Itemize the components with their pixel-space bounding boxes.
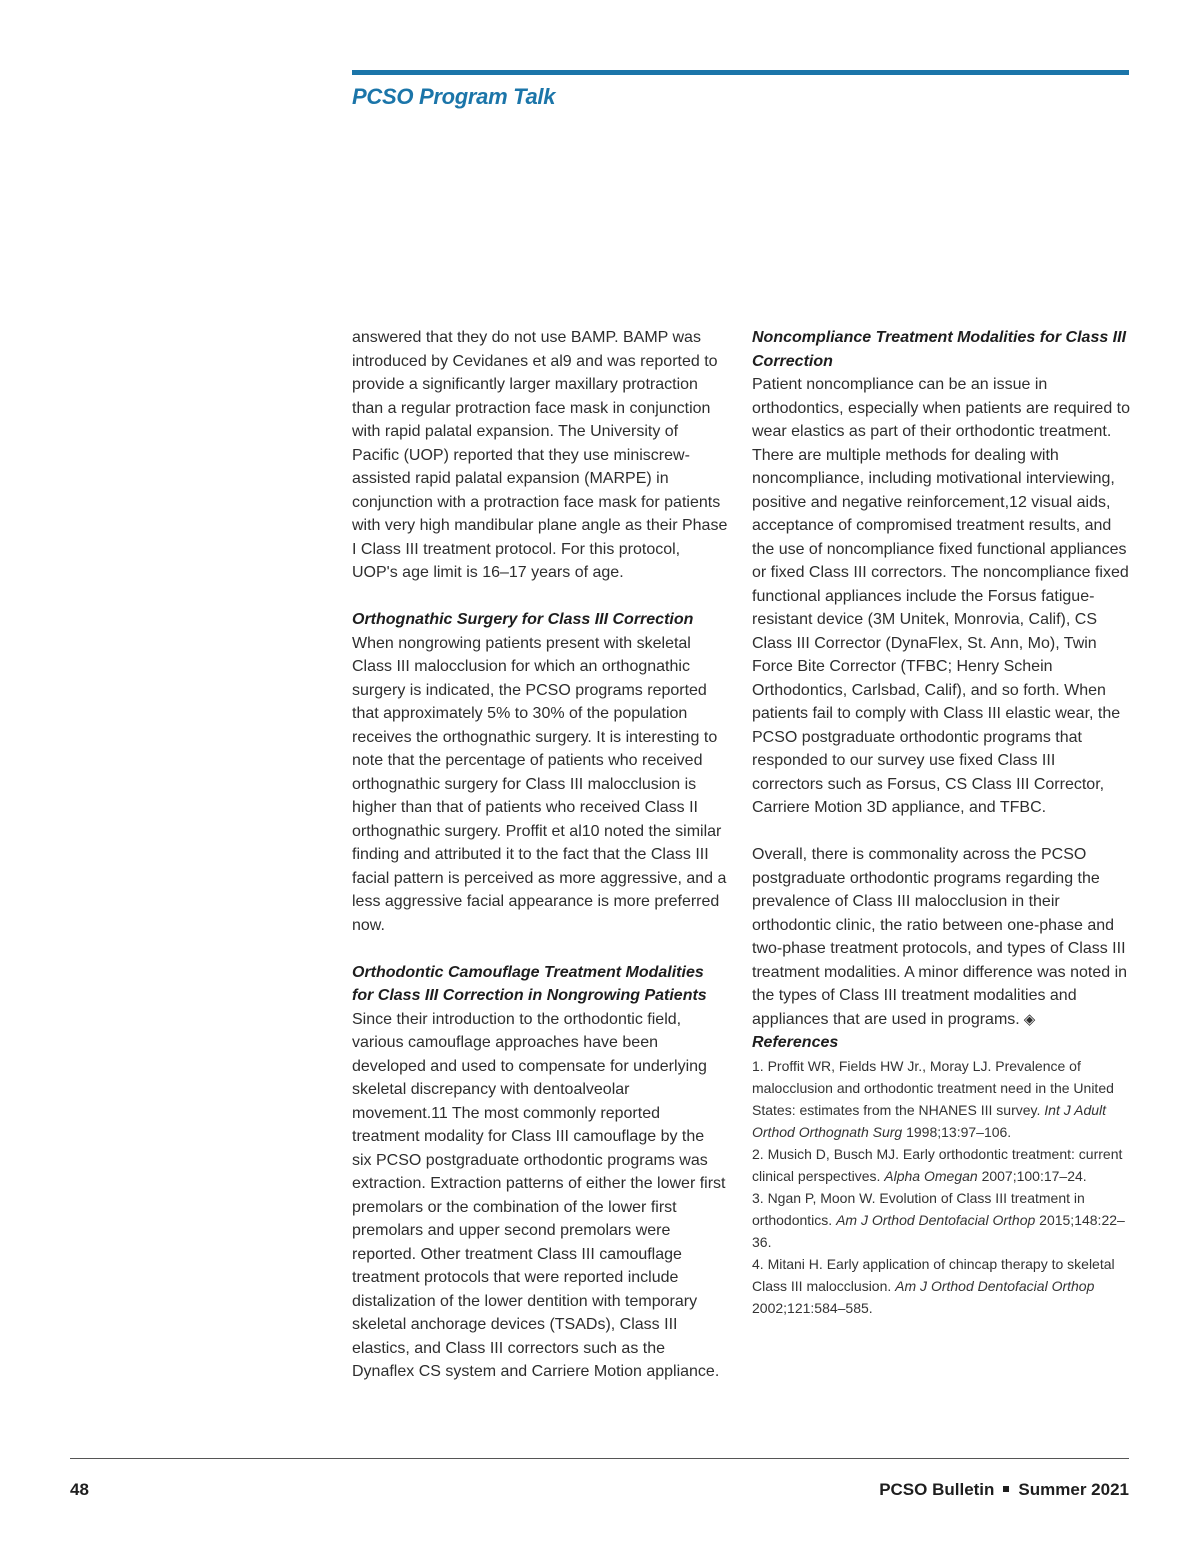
section-title: PCSO Program Talk	[352, 84, 556, 109]
body-paragraph: Patient noncompliance can be an issue in orthodontics, especially when patients are required to wear elastics as part of their orthodontic treatment. There are multiple methods for dealing with noncompliance, including motivational interviewing, positive and negative reinforcement,12 visual aids, acceptance of compromised treatment results, and the use of noncompliance fixed functional appliances or fixed Class III correctors. The noncompliance fixed functional appliances include the Forsus fatigue-resistant device (3M Unitek, Monrovia, Calif), CS Class III Corrector (DynaFlex, St. Ann, Mo), Twin Force Bite Corrector (TFBC; Henry Schein Orthodontics, Carlsbad, Calif), and so forth. When patients fail to comply with Class III elastic wear, the PCSO postgraduate orthodontic programs that responded to our survey use fixed Class III correctors such as Forsus, CS Class III Corrector, Carriere Motion 3D appliance, and TFBC.	[752, 376, 1130, 816]
body-paragraph: Since their introduction to the orthodontic field, various camouflage approaches have been developed and used to compensate for underlying skeletal discrepancy with dentoalveolar movement.11 The most commonly reported treatment modality for Class III camouflage by the six PCSO postgraduate orthodontic programs was extraction. Extraction patterns of either the lower first premolars or the combination of the lower first premolars and upper second premolars were reported. Other treatment Class III camouflage treatment protocols that were reported include distalization of the lower dentition with temporary skeletal anchorage devices (TSADs), Class III elastics, and Class III correctors such as the Dynaflex CS system and Carriere Motion appliance.	[352, 1010, 726, 1380]
conclusion-text: Overall, there is commonality across the PCSO postgraduate orthodontic programs regarding the prevalence of Class III malocclusion in their orthodontic clinic, the ratio between one-phase and two-phase treatment protocols, and types of Class III treatment modalities. A minor difference was noted in the types of Class III treatment modalities and appliances that are used in programs.	[752, 846, 1128, 1028]
reference-item: 3. Ngan P, Moon W. Evolution of Class III treatment in orthodontics. Am J Orthod Dentofacial Orthop 2015;148:22–36.	[752, 1189, 1125, 1250]
right-column	[752, 326, 1130, 1319]
references-list	[752, 1055, 1130, 1319]
page-number: 48	[70, 1480, 89, 1499]
body-paragraph: When nongrowing patients present with skeletal Class III malocclusion for which an orthognathic surgery is indicated, the PCSO programs reported that approximately 5% to 30% of the population receives the orthognathic surgery. It is interesting to note that the percentage of patients who received orthognathic surgery for Class III malocclusion is higher than that of patients who received Class II orthognathic surgery. Proffit et al10 noted the similar finding and attributed it to the fact that the Class III facial pattern is perceived as more aggressive, and a less aggressive facial appearance is more preferred now.	[352, 634, 727, 934]
reference-item: 2. Musich D, Busch MJ. Early orthodontic treatment: current clinical perspectives. Alpha Omegan 2007;100:17–24.	[752, 1145, 1123, 1184]
issue-date: Summer 2021	[1018, 1480, 1129, 1499]
header-rule	[352, 70, 1129, 75]
footer-rule	[70, 1458, 1129, 1459]
references-heading: References	[752, 1034, 839, 1051]
left-column	[352, 326, 728, 1384]
subheading-camouflage: Orthodontic Camouflage Treatment Modalities for Class III Correction in Nongrowing Patients	[352, 963, 707, 1004]
subheading-orthognathic: Orthognathic Surgery for Class III Correction	[352, 611, 694, 628]
body-paragraph: answered that they do not use BAMP. BAMP was introduced by Cevidanes et al9 and was reported to provide a significantly larger maxillary protraction than a regular protraction face mask in conjunction with rapid palatal expansion. The University of Pacific (UOP) reported that they use miniscrew-assisted rapid palatal expansion (MARPE) in conjunction with a protraction face mask for patients with very high mandibular plane angle as their Phase I Class III treatment protocol. For this protocol, UOP's age limit is 16–17 years of age.	[352, 329, 728, 581]
reference-item: 4. Mitani H. Early application of chincap therapy to skeletal Class III malocclusion. Am J Orthod Dentofacial Orthop 2002;121:584–585.	[752, 1255, 1115, 1316]
subheading-noncompliance: Noncompliance Treatment Modalities for Class III Correction	[752, 329, 1127, 370]
reference-item: 1. Proffit WR, Fields HW Jr., Moray LJ. Prevalence of malocclusion and orthodontic treatment need in the United States: estimates from the NHANES III survey. Int J Adult Orthod Orthognath Surg 1998;13:97–106.	[752, 1057, 1114, 1140]
body-paragraph	[752, 843, 1130, 1031]
end-mark-icon: ◈	[1023, 1010, 1036, 1028]
separator-square-icon	[1003, 1486, 1009, 1492]
publication-name: PCSO Bulletin	[879, 1480, 995, 1499]
footer-publication	[879, 1480, 1129, 1500]
